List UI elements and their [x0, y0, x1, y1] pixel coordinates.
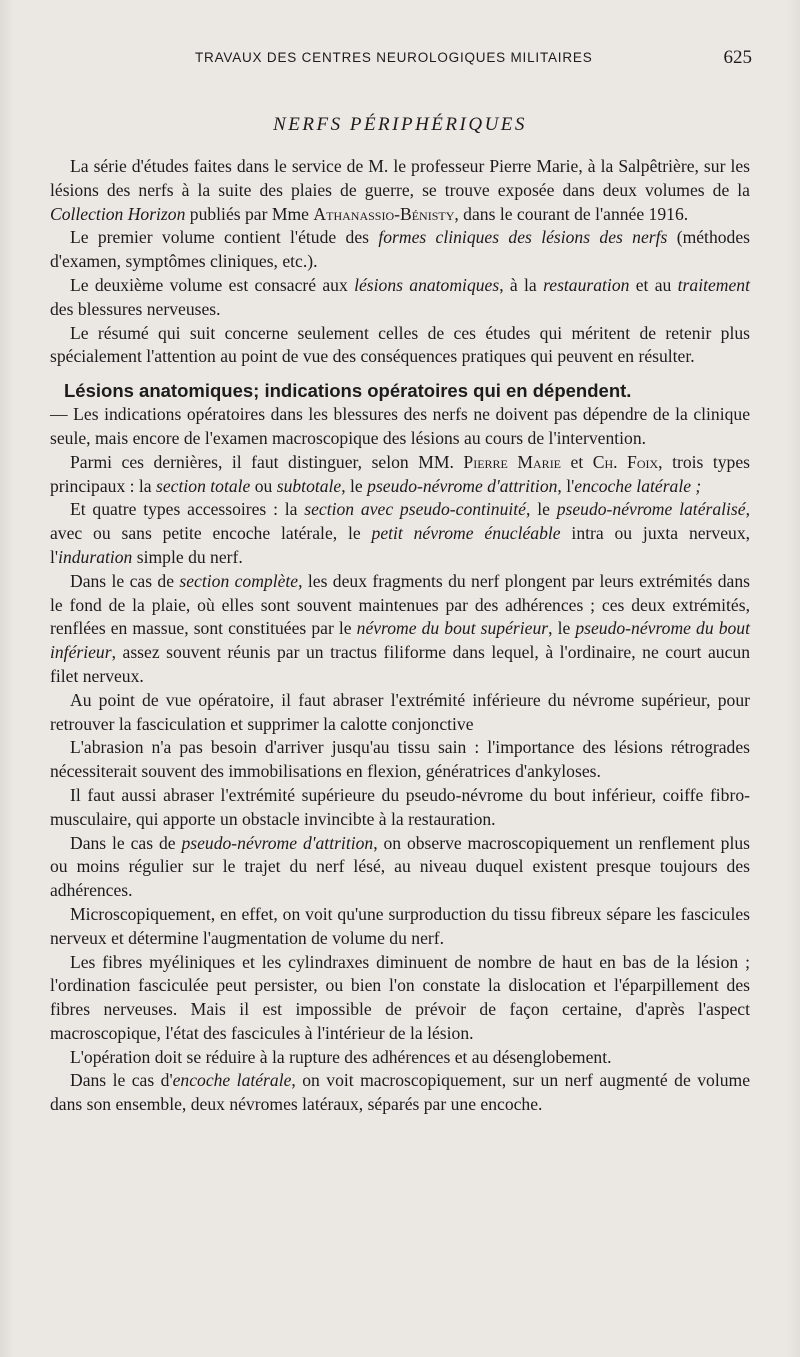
section-heading: Lésions anatomiques; indications opératoires qui en dépendent. [64, 380, 632, 402]
paragraph-11: Il faut aussi abraser l'extrémité supérieure du pseudo-névrome du bout inférieur, coiffe fibro-musculaire, qui apporte un obstacle invincibte à la restauration. [50, 784, 750, 829]
paragraph-3: Le deuxième volume est consacré aux lésions anatomiques, à la restauration et au traitement des blessures nerveuses. [50, 274, 750, 319]
page-number: 625 [723, 47, 752, 68]
paragraph-5: — Les indications opératoires dans les blessures des nerfs ne doivent pas dépendre de la clinique seule, mais encore de l'examen macroscopique des lésions au cours de l'intervention. [50, 404, 750, 448]
paragraph-13: Microscopiquement, en effet, on voit qu'une surproduction du tissu fibreux sépare les fascicules nerveux et détermine l'augmentation de volume du nerf. [50, 903, 750, 948]
paragraph-9: Au point de vue opératoire, il faut abraser l'extrémité inférieure du névrome supérieur, pour retrouver la fasciculation et supprimer la calotte conjonctive [50, 689, 750, 734]
body-text [50, 155, 750, 1117]
paragraph-1: La série d'études faites dans le service de M. le professeur Pierre Marie, à la Salpêtrière, sur les lésions des nerfs à la suite des plaies de guerre, se trouve exposée dans deux volumes de la Collection Horizon publiés par Mme Athanassio-Bénisty, dans le courant de l'année 1916. [50, 156, 750, 224]
page-header [50, 47, 752, 74]
running-title: TRAVAUX DES CENTRES NEUROLOGIQUES MILITAIRES [195, 50, 593, 65]
paragraph-7: Et quatre types accessoires : la section avec pseudo-continuité, le pseudo-névrome latéralisé, avec ou sans petite encoche latérale, le petit névrome énucléable intra ou juxta nerveux, l'induration simple du nerf. [50, 499, 751, 567]
paragraph-4: Le résumé qui suit concerne seulement celles de ces études qui méritent de retenir plus spécialement l'attention au point de vue des conséquences pratiques qui peuvent en résulter. [50, 322, 750, 367]
paragraph-14: Les fibres myéliniques et les cylindraxes diminuent de nombre de haut en bas de la lésion ; l'ordination fasciculée peut persister, ou bien l'on constate la dislocation et l'éparpillement des fibres nerveuses. Mais il est impossible de prévoir de façon certaine, d'après l'aspect macroscopique, l'état des fascicules à l'intérieur de la lésion. [50, 951, 750, 1043]
section-title: NERFS PÉRIPHÉRIQUES [273, 114, 527, 135]
paragraph-15: L'opération doit se réduire à la rupture des adhérences et au désenglobement. [70, 1046, 612, 1067]
paragraph-16: Dans le cas d'encoche latérale, on voit macroscopiquement, sur un nerf augmenté de volume dans son ensemble, deux névromes latéraux, séparés par une encoche. [50, 1070, 750, 1115]
paragraph-10: L'abrasion n'a pas besoin d'arriver jusqu'au tissu sain : l'importance des lésions rétrogrades nécessiterait souvent des immobilisations en flexion, génératrices d'ankyloses. [50, 737, 750, 782]
paragraph-2: Le premier volume contient l'étude des formes cliniques des lésions des nerfs (méthodes d'examen, symptômes cliniques, etc.). [50, 227, 750, 272]
paragraph-6: Parmi ces dernières, il faut distinguer, selon MM. Pierre Marie et Ch. Foix, trois types principaux : la section totale ou subtotale, le pseudo-névrome d'attrition, l'encoche latérale ; [50, 451, 750, 496]
paragraph-8: Dans le cas de section complète, les deux fragments du nerf plongent par leurs extrémités dans le fond de la plaie, où elles sont souvent maintenues par des adhérences ; ces deux extrémités, renflées en massue, sont constituées par le névrome du bout supérieur, le pseudo-névrome du bout inférieur, assez souvent réunis par un tractus filiforme dans lequel, à l'ordinaire, ne court aucun filet nerveux. [50, 570, 750, 686]
paragraph-12: Dans le cas de pseudo-névrome d'attrition, on observe macroscopiquement un renflement plus ou moins régulier sur le trajet du nerf lésé, au niveau duquel existent presque toujours des adhérences. [50, 832, 750, 901]
